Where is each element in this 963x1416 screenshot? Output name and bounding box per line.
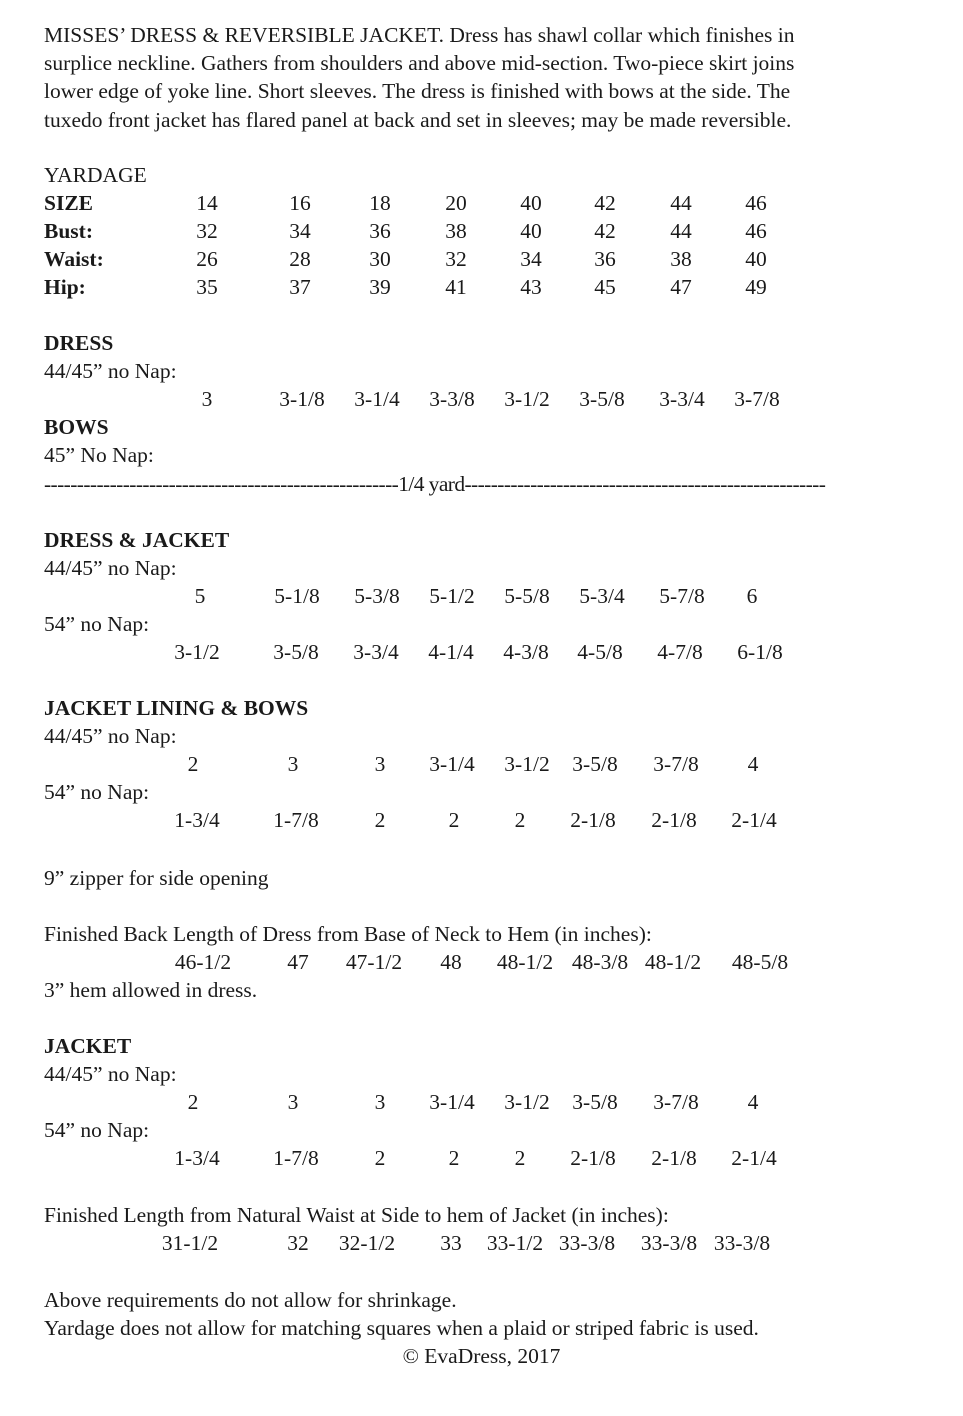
table-cell: 42 [594,191,616,215]
table-cell: 3-5/8 [572,1090,618,1114]
table-cell: 20 [445,191,467,215]
table-cell: 3-7/8 [734,387,780,411]
table-cell: 18 [369,191,391,215]
table-cell: 46 [745,219,767,243]
table-cell: 40 [745,247,767,271]
table-cell: 32-1/2 [338,1231,396,1255]
waist-row-label: Waist: [44,247,104,271]
table-cell: 3-7/8 [653,752,699,776]
intro-line: lower edge of yoke line. Short sleeves. The dress is finished with bows at the side. The [44,79,791,104]
table-cell: 6-1/8 [737,640,783,664]
table-cell: 2 [187,752,199,776]
table-cell: 32 [445,247,467,271]
jacket-fabric-label: 54” no Nap: [44,1118,150,1142]
table-cell: 5 [194,584,206,608]
table-cell: 46-1/2 [174,950,232,974]
table-cell: 2 [514,808,526,832]
table-cell: 2-1/8 [651,808,697,832]
table-cell: 3-1/8 [279,387,325,411]
table-cell: 49 [745,275,767,299]
table-cell: 44 [670,219,692,243]
table-cell: 3-1/2 [174,640,220,664]
dress-jacket-fabric-label: 44/45” no Nap: [44,556,177,580]
table-cell: 37 [289,275,311,299]
table-cell: 2 [448,808,460,832]
table-cell: 30 [369,247,391,271]
dress-fabric-label: 44/45” no Nap: [44,359,177,383]
table-cell: 3-5/8 [572,752,618,776]
table-cell: 3 [374,752,386,776]
table-cell: 42 [594,219,616,243]
table-cell: 47 [670,275,692,299]
table-cell: 3-3/4 [353,640,399,664]
lining-bows-fabric-label: 54” no Nap: [44,780,150,804]
table-cell: 4-7/8 [657,640,703,664]
table-cell: 6 [746,584,758,608]
table-cell: 32 [196,219,218,243]
table-cell: 4-3/8 [503,640,549,664]
jacket-length-label: Finished Length from Natural Waist at Side to hem of Jacket (in inches): [44,1203,669,1227]
table-cell: 4 [747,752,759,776]
dress-jacket-fabric-label: 54” no Nap: [44,612,150,636]
table-cell: 5-1/2 [429,584,475,608]
table-cell: 2 [448,1146,460,1170]
table-cell: 2-1/8 [570,1146,616,1170]
table-cell: 16 [289,191,311,215]
hip-row-label: Hip: [44,275,86,299]
table-cell: 3-3/8 [429,387,475,411]
intro-paragraph [44,21,944,134]
dress-jacket-heading: DRESS & JACKET [44,528,230,552]
table-cell: 26 [196,247,218,271]
table-cell: 34 [289,219,311,243]
dress-heading: DRESS [44,331,114,355]
table-cell: 3-1/2 [504,752,550,776]
table-cell: 4-5/8 [577,640,623,664]
table-cell: 5-7/8 [659,584,705,608]
table-cell: 3-7/8 [653,1090,699,1114]
table-cell: 2-1/4 [731,1146,777,1170]
plaid-note: Yardage does not allow for matching squares when a plaid or striped fabric is used. [44,1316,759,1340]
table-cell: 5-5/8 [504,584,550,608]
table-cell: 4-1/4 [428,640,474,664]
table-cell: 33-1/2 [486,1231,544,1255]
table-cell: 32 [287,1231,309,1255]
table-cell: 5-1/8 [274,584,320,608]
table-cell: 48-1/2 [644,950,702,974]
table-cell: 41 [445,275,467,299]
jacket-fabric-label: 44/45” no Nap: [44,1062,177,1086]
table-cell: 5-3/4 [579,584,625,608]
table-cell: 38 [670,247,692,271]
table-cell: 2-1/4 [731,808,777,832]
table-cell: 4 [747,1090,759,1114]
table-cell: 3 [287,1090,299,1114]
intro-line: surplice neckline. Gathers from shoulders and above mid-section. Two-piece skirt joins [44,51,795,76]
size-row-label: SIZE [44,191,94,215]
table-cell: 46 [745,191,767,215]
bows-fabric-label: 45” No Nap: [44,443,154,467]
table-cell: 33-3/8 [558,1231,616,1255]
table-cell: 3-1/2 [504,1090,550,1114]
table-cell: 1-7/8 [273,808,319,832]
table-cell: 3-5/8 [579,387,625,411]
table-cell: 3-5/8 [273,640,319,664]
table-cell: 5-3/8 [354,584,400,608]
copyright: © EvaDress, 2017 [402,1344,561,1368]
bust-row-label: Bust: [44,219,93,243]
table-cell: 2 [514,1146,526,1170]
table-cell: 34 [520,247,542,271]
table-cell: 2-1/8 [570,808,616,832]
table-cell: 40 [520,219,542,243]
table-cell: 47-1/2 [345,950,403,974]
table-cell: 1-3/4 [174,1146,220,1170]
table-cell: 2 [374,1146,386,1170]
table-cell: 36 [369,219,391,243]
table-cell: 3 [287,752,299,776]
table-cell: 48-3/8 [571,950,629,974]
yardage-heading: YARDAGE [44,163,147,187]
table-cell: 43 [520,275,542,299]
table-cell: 3-1/4 [429,752,475,776]
table-cell: 2-1/8 [651,1146,697,1170]
table-cell: 40 [520,191,542,215]
table-cell: 39 [369,275,391,299]
table-cell: 2 [374,808,386,832]
table-cell: 33 [440,1231,462,1255]
table-cell: 38 [445,219,467,243]
table-cell: 48-1/2 [496,950,554,974]
intro-line: MISSES’ DRESS & REVERSIBLE JACKET. Dress has shawl collar which finishes in [44,23,795,47]
table-cell: 48-5/8 [731,950,789,974]
table-cell: 28 [289,247,311,271]
table-cell: 35 [196,275,218,299]
table-cell: 3 [201,387,213,411]
shrinkage-note: Above requirements do not allow for shrinkage. [44,1288,457,1312]
table-cell: 36 [594,247,616,271]
zipper-note: 9” zipper for side opening [44,866,269,890]
table-cell: 48 [440,950,462,974]
back-length-label: Finished Back Length of Dress from Base of Neck to Hem (in inches): [44,922,652,946]
table-cell: 3-1/4 [354,387,400,411]
jacket-heading: JACKET [44,1034,132,1058]
table-cell: 1-7/8 [273,1146,319,1170]
table-cell: 45 [594,275,616,299]
intro-line: tuxedo front jacket has flared panel at back and set in sleeves; may be made reversible. [44,107,792,132]
table-cell: 3-1/4 [429,1090,475,1114]
table-cell: 3 [374,1090,386,1114]
lining-bows-heading: JACKET LINING & BOWS [44,696,309,720]
table-cell: 44 [670,191,692,215]
table-cell: 14 [196,191,218,215]
table-cell: 31-1/2 [161,1231,219,1255]
table-cell: 33-3/8 [713,1231,771,1255]
table-cell: 3-1/2 [504,387,550,411]
table-cell: 1-3/4 [174,808,220,832]
table-cell: 33-3/8 [640,1231,698,1255]
table-cell: 2 [187,1090,199,1114]
bows-heading: BOWS [44,415,109,439]
bows-all-sizes-line: ------------------------------------------------------1/4 yard------------------------------------------------------- [44,472,826,496]
table-cell: 3-3/4 [659,387,705,411]
hem-note: 3” hem allowed in dress. [44,978,258,1002]
lining-bows-fabric-label: 44/45” no Nap: [44,724,177,748]
table-cell: 47 [287,950,309,974]
